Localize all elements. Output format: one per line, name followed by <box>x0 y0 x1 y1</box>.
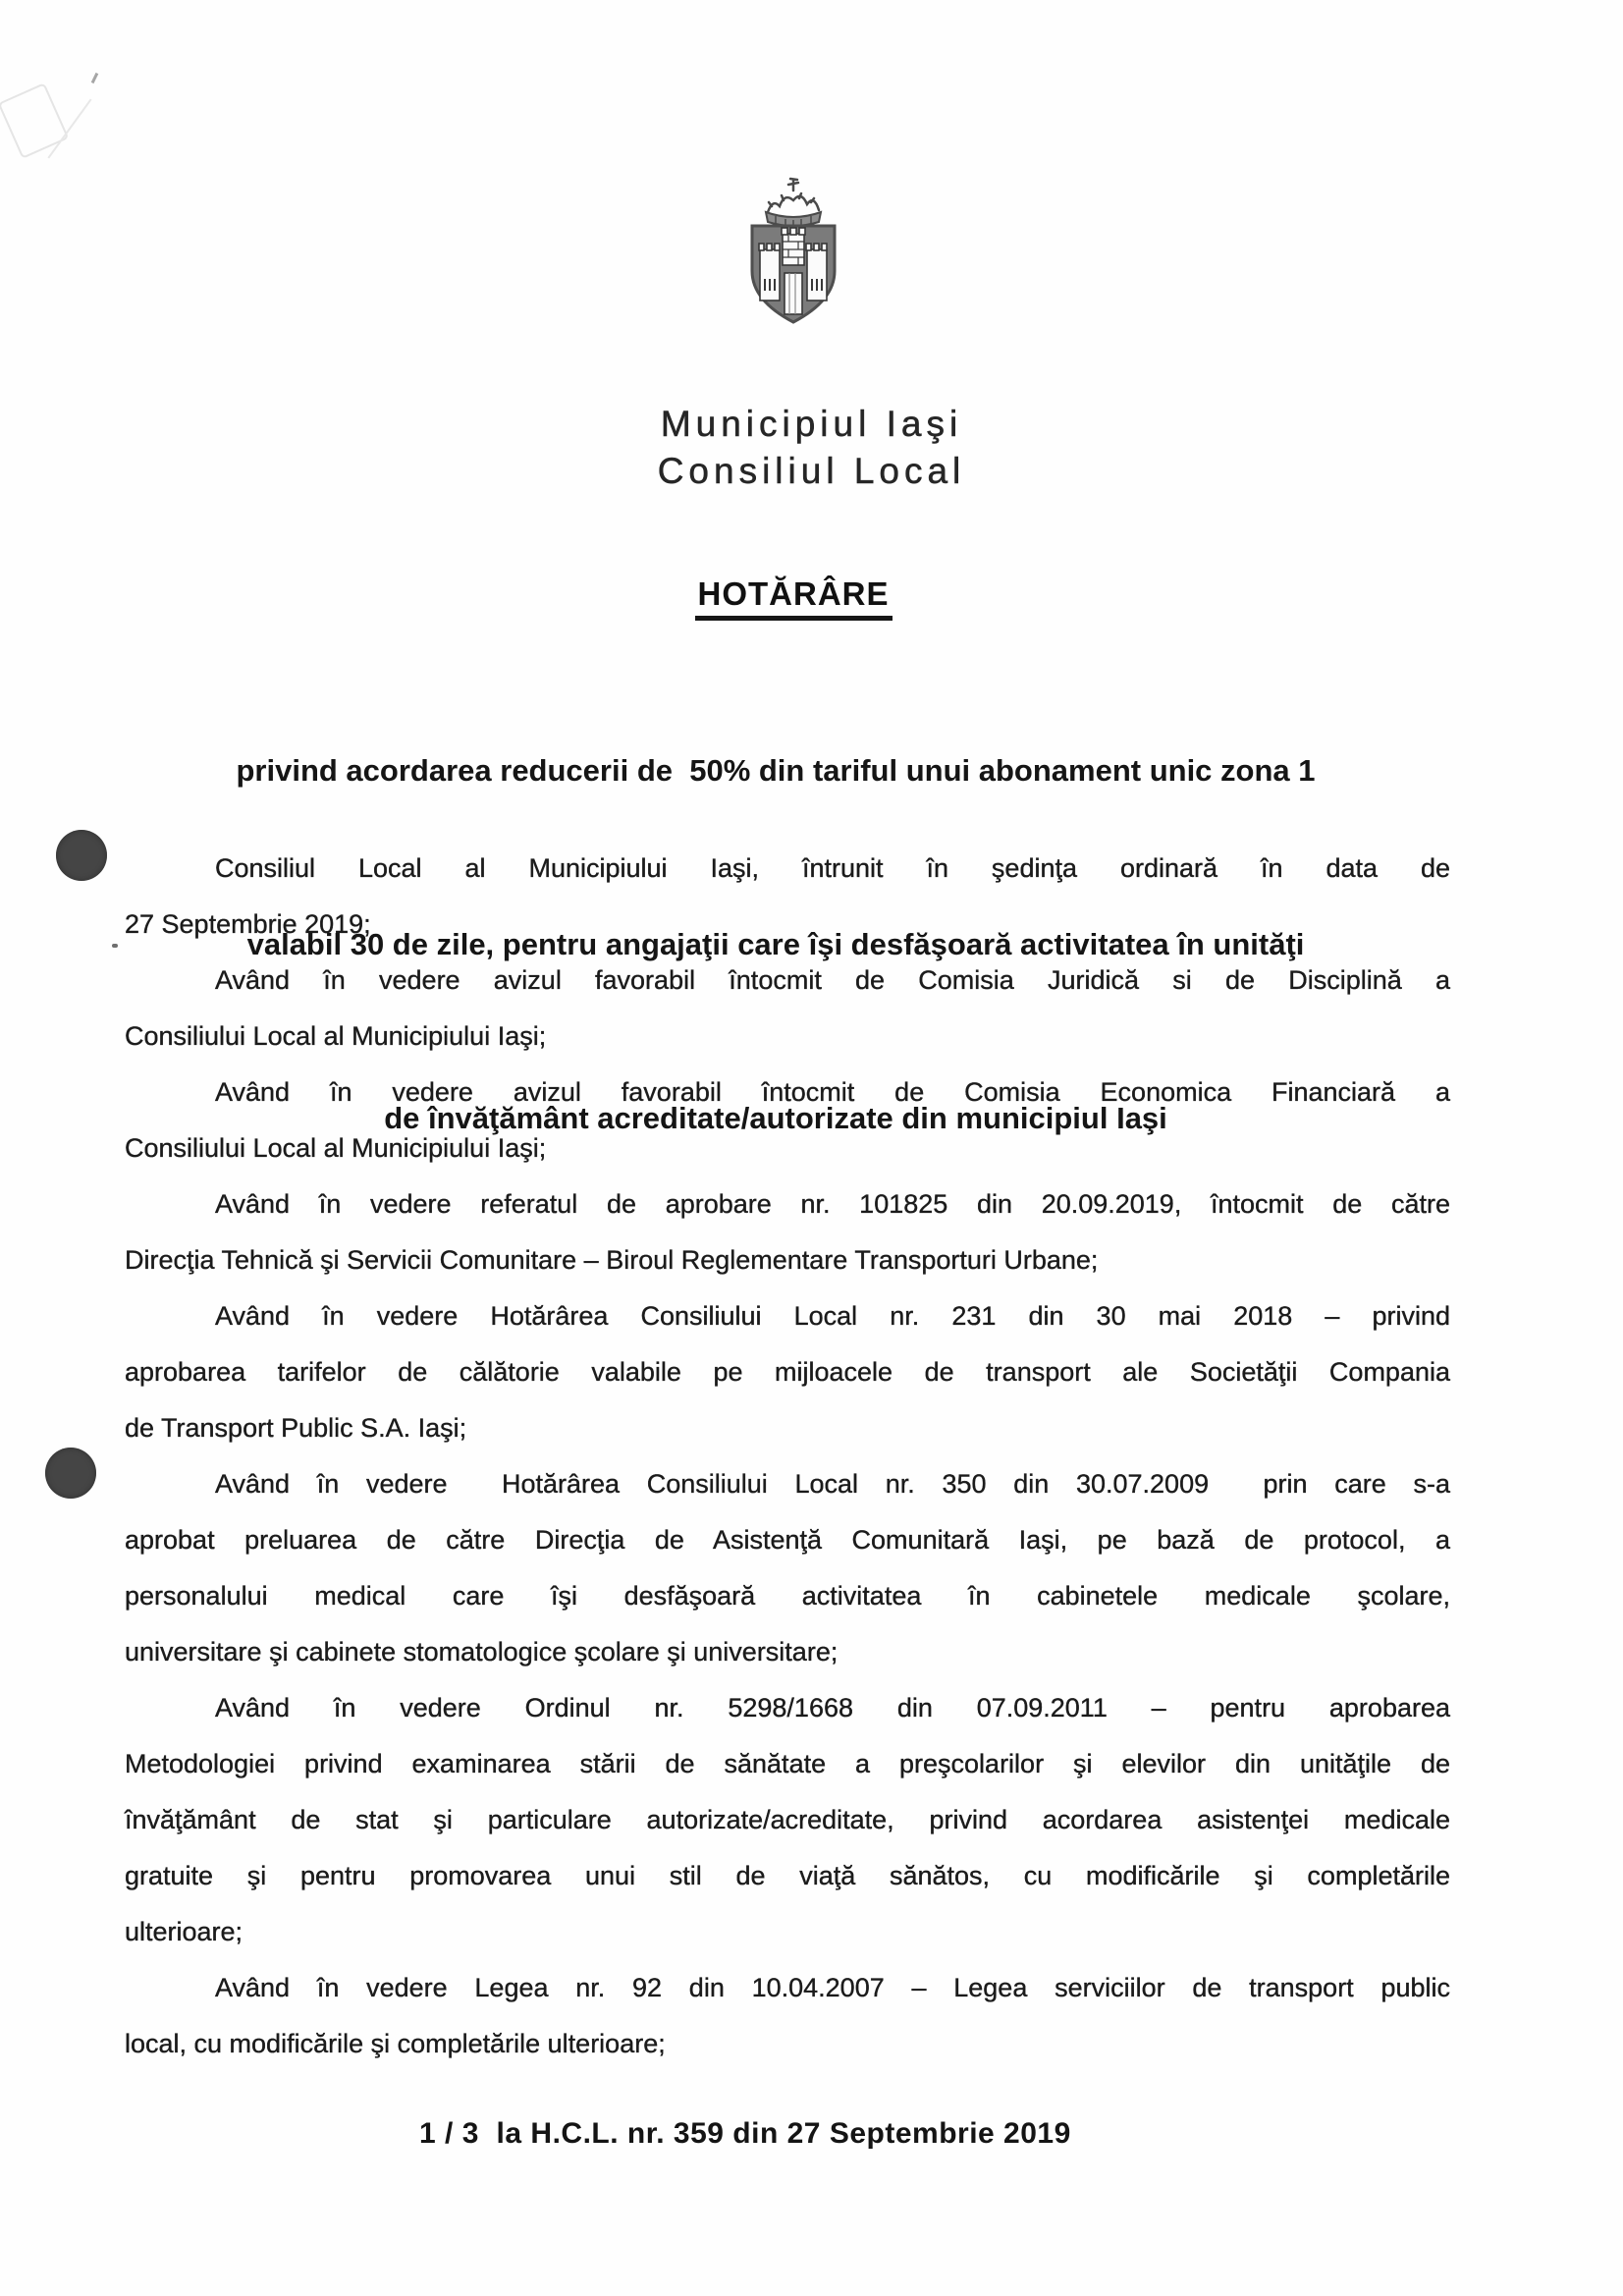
body-line: Având în vedere Hotărârea Consiliului Local nr. 350 din 30.07.2009 prin care s-a <box>215 1469 1450 1499</box>
paragraph <box>125 1680 1450 1960</box>
body-text <box>125 841 1450 2072</box>
subtitle-line: de învăţământ acreditate/autorizate din municipiul Iaşi <box>384 1101 1167 1135</box>
body-line: Consiliului Local al Municipiului Iaşi; <box>125 1021 547 1051</box>
body-line: învăţământ de stat şi particulare autorizate/acreditate, privind acordarea asistenţei medicale <box>125 1805 1450 1834</box>
paragraph <box>125 1456 1450 1680</box>
body-line: Având în vedere Legea nr. 92 din 10.04.2007 – Legea serviciilor de transport public <box>215 1973 1450 2002</box>
body-line: ulterioare; <box>125 1917 243 1946</box>
subtitle-line: valabil 30 de zile, pentru angajaţii care îşi desfăşoară activitatea în unităţi <box>246 927 1305 961</box>
punch-hole-mark <box>56 830 107 881</box>
subtitle-line: privind acordarea reducerii de 50% din tariful unui abonament unic zona 1 <box>236 753 1316 788</box>
body-line: Consiliului Local al Municipiului Iaşi; <box>125 1133 547 1163</box>
punch-hole-mark <box>45 1448 96 1499</box>
body-line: de Transport Public S.A. Iaşi; <box>125 1413 467 1443</box>
org-name-line2: Consiliul Local <box>657 451 966 491</box>
body-line: universitare şi cabinete stomatologice şcolare şi universitare; <box>125 1637 839 1667</box>
body-line: Consiliul Local al Municipiului Iaşi, întrunit în şedinţa ordinară în data de <box>215 853 1450 883</box>
title-wrap <box>0 575 1587 621</box>
document-title: HOTĂRÂRE <box>695 575 893 621</box>
paragraph <box>125 1176 1450 1288</box>
body-line: gratuite şi pentru promovarea unui stil de viaţă sănătos, cu modificările şi completările <box>125 1861 1450 1890</box>
body-line: personalului medical care îşi desfăşoară activitatea în cabinetele medicale şcolare, <box>125 1581 1450 1611</box>
body-line: Având în vedere Hotărârea Consiliului Local nr. 231 din 30 mai 2018 – privind <box>215 1301 1450 1331</box>
body-line: Având în vedere avizul favorabil întocmit de Comisia Economica Financiară a <box>215 1077 1450 1107</box>
paragraph <box>125 953 1450 1065</box>
body-line: Având în vedere avizul favorabil întocmit de Comisia Juridică si de Disciplină a <box>215 965 1450 995</box>
scan-artifact <box>91 73 99 83</box>
paragraph <box>125 1065 1450 1176</box>
body-line: Direcţia Tehnică şi Servicii Comunitare – Biroul Reglementare Transporturi Urbane; <box>125 1245 1099 1275</box>
page-footer: 1 / 3 la H.C.L. nr. 359 din 27 Septembrie 2019 <box>419 2117 1071 2150</box>
paragraph <box>125 1960 1450 2072</box>
paragraph <box>125 841 1450 953</box>
body-line: Având în vedere referatul de aprobare nr. 101825 din 20.09.2019, întocmit de către <box>215 1189 1450 1219</box>
coat-of-arms-icon <box>738 177 848 328</box>
paragraph <box>125 1288 1450 1456</box>
organization-header <box>0 401 1623 495</box>
body-line: Având în vedere Ordinul nr. 5298/1668 din 07.09.2011 – pentru aprobarea <box>215 1693 1450 1722</box>
body-line: aprobarea tarifelor de călătorie valabile pe mijloacele de transport ale Societăţii Compania <box>125 1357 1450 1387</box>
scan-artifact <box>0 82 69 159</box>
body-line: local, cu modificările şi completările ulterioare; <box>125 2029 666 2058</box>
org-name-line1: Municipiul Iaşi <box>660 404 963 444</box>
body-line: 27 Septembrie 2019; <box>125 909 371 939</box>
body-line: Metodologiei privind examinarea stării de sănătate a preşcolarilor şi elevilor din unităţile de <box>125 1749 1450 1778</box>
body-line: aprobat preluarea de către Direcţia de Asistenţă Comunitară Iaşi, pe bază de protocol, a <box>125 1525 1450 1555</box>
